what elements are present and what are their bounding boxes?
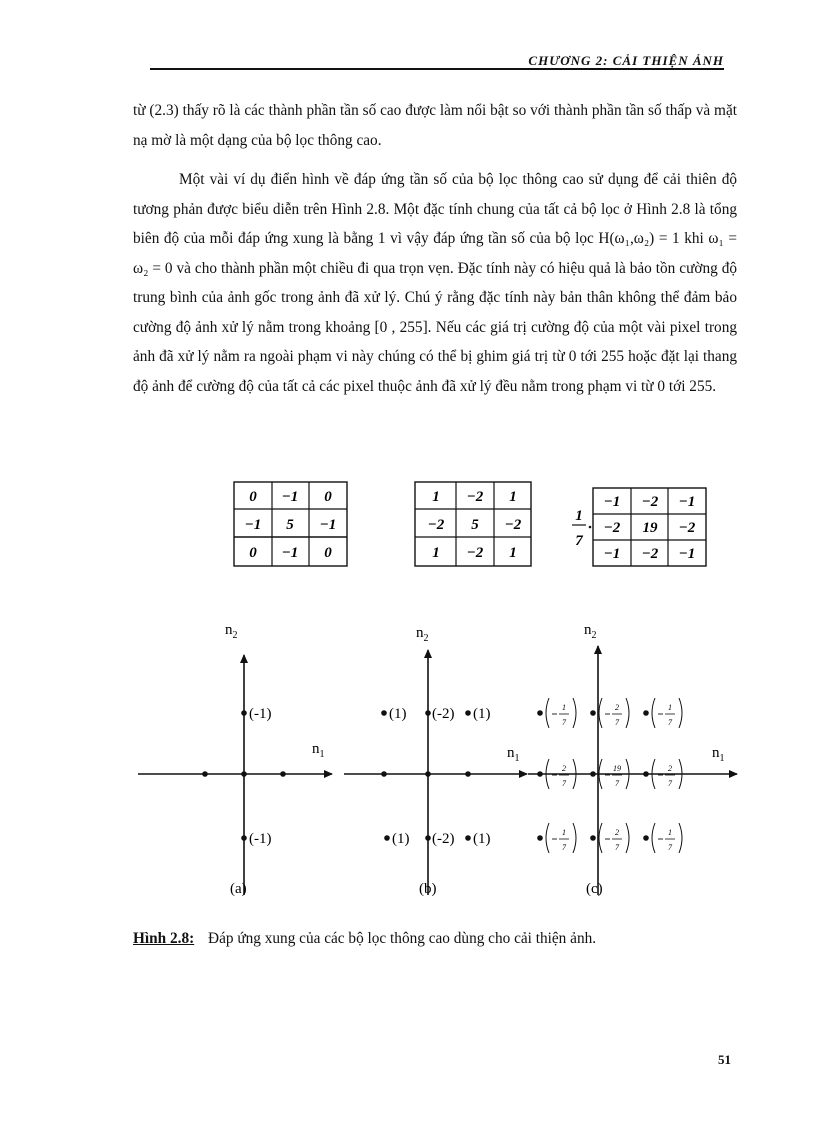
matrix-c-cell: −1 bbox=[603, 494, 621, 510]
fraction-denominator: 7 bbox=[615, 718, 619, 727]
plot-a-label: (a) bbox=[230, 881, 247, 897]
svg-text:n2 bbox=[416, 625, 429, 644]
paren-right bbox=[679, 823, 682, 853]
svg-text:n2 bbox=[225, 622, 238, 641]
impulse-value: (-2) bbox=[432, 706, 455, 722]
paren-left bbox=[546, 698, 549, 728]
impulse-value: (1) bbox=[389, 706, 407, 722]
impulse-point bbox=[425, 835, 431, 841]
impulse-point bbox=[425, 710, 431, 716]
impulse-point bbox=[384, 835, 390, 841]
plot-a-n2-sub: 2 bbox=[232, 630, 238, 641]
impulse-point bbox=[537, 771, 543, 777]
matrix-c-cell: −2 bbox=[603, 520, 621, 536]
impulse-value: (1) bbox=[473, 706, 491, 722]
plot-a-n1-label: n bbox=[312, 741, 320, 757]
svg-text:n1 bbox=[507, 745, 520, 764]
matrix-a-cell: 0 bbox=[324, 489, 332, 505]
plot-b-n1-sub: 1 bbox=[514, 753, 520, 764]
plot-a-n2-label: n bbox=[225, 622, 233, 638]
impulse-value: (-1) bbox=[249, 706, 272, 722]
paren-left bbox=[546, 823, 549, 853]
matrix-b-cell: 5 bbox=[471, 517, 479, 533]
impulse-point bbox=[590, 835, 596, 841]
matrix-b-cell: 1 bbox=[509, 489, 517, 505]
plot-b-n2-sub: 2 bbox=[423, 633, 429, 644]
paren-right bbox=[626, 823, 629, 853]
paren-right bbox=[679, 698, 682, 728]
fraction-numerator: 1 bbox=[668, 828, 672, 837]
fraction-numerator: 1 bbox=[562, 703, 566, 712]
impulse-point bbox=[241, 710, 247, 716]
plot-b-n2-label: n bbox=[416, 625, 424, 641]
matrix-c-prefix-num: 1 bbox=[575, 508, 583, 524]
fraction-denominator: 7 bbox=[615, 843, 619, 852]
plot-a bbox=[138, 622, 332, 897]
paragraph-2: Một vài ví dụ điển hình về đáp ứng tần số của bộ lọc thông cao sử dụng để cải thiên độ tương phản được biểu diễn trên Hình 2.8. Một đặc tính chung của tất cả bộ lọc ở Hình 2.8 là tổng biên độ của mỗi đáp ứng xung là bằng 1 vì vậy đáp ứng tần số của bộ lọc H(ω₁,ω₂) = 1 khi ω₁ = ω₂ = 0 và cho thành phần một chiều đi qua trọn vẹn. Đặc tính này có hiệu quả là bảo tồn cường độ trung bình của ảnh gốc trong ảnh đã xử lý. Chú ý rằng đặc tính này bản thân không thể đảm bảo cường độ ảnh xử lý nằm trong khoảng [0 , 255]. Nếu các giá trị cường độ của một vài pixel trong ảnh đã xử lý nằm ra ngoài phạm vi này chúng có thể bị ghim giá trị từ 0 tới 255 hoặc đặt lại thang độ ảnh để cường độ của tất cả các pixel thuộc ảnh đã xử lý đều nằm trong phạm vi từ 0 tới 255. bbox=[133, 171, 737, 395]
matrix-a-cell: 5 bbox=[286, 517, 294, 533]
plot-b-label: (b) bbox=[419, 881, 437, 897]
matrix-b bbox=[415, 482, 531, 566]
paren-right bbox=[573, 698, 576, 728]
matrix-b-cell: −2 bbox=[427, 517, 445, 533]
page-number: 51 bbox=[718, 1052, 731, 1067]
matrix-c-cell: −2 bbox=[641, 494, 659, 510]
paren-left bbox=[652, 823, 655, 853]
svg-text:n1 bbox=[312, 741, 325, 760]
impulse-point bbox=[643, 710, 649, 716]
plot-c-n1-label: n bbox=[712, 745, 720, 761]
impulse-value: (-1) bbox=[249, 831, 272, 847]
plot-a-n1-sub: 1 bbox=[319, 749, 325, 760]
impulse-point bbox=[202, 771, 208, 777]
caption-text: Đáp ứng xung của các bộ lọc thông cao dùng cho cải thiện ảnh. bbox=[208, 930, 597, 947]
impulse-point bbox=[465, 710, 471, 716]
impulse-point bbox=[537, 835, 543, 841]
figure-caption bbox=[133, 930, 596, 948]
matrix-c-cell: −2 bbox=[678, 520, 696, 536]
matrix-c-cell: −1 bbox=[678, 494, 696, 510]
matrix-a-cell: −1 bbox=[281, 545, 299, 561]
paren-right bbox=[626, 698, 629, 728]
impulse-point bbox=[643, 835, 649, 841]
fraction-numerator: 2 bbox=[615, 828, 619, 837]
fraction-numerator: 2 bbox=[562, 764, 566, 773]
caption-label: Hình 2.8: bbox=[133, 930, 195, 947]
matrix-b-cell: 1 bbox=[432, 489, 440, 505]
matrix-a-cell: 0 bbox=[324, 545, 332, 561]
matrix-b-cell: 1 bbox=[509, 545, 517, 561]
impulse-point bbox=[465, 771, 471, 777]
impulse-value: (1) bbox=[473, 831, 491, 847]
impulse-point bbox=[280, 771, 286, 777]
impulse-value: (1) bbox=[392, 831, 410, 847]
impulse-point bbox=[643, 771, 649, 777]
matrix-a-cell: −1 bbox=[281, 489, 299, 505]
matrix-c-cell: −2 bbox=[641, 546, 659, 562]
impulse-value: (-2) bbox=[432, 831, 455, 847]
paren-left bbox=[599, 698, 602, 728]
matrix-a-cell: −1 bbox=[244, 517, 262, 533]
matrix-b-cell: −2 bbox=[466, 545, 484, 561]
fraction-numerator: 2 bbox=[668, 764, 672, 773]
matrix-a bbox=[234, 482, 347, 566]
plot-c-label: (c) bbox=[586, 881, 603, 897]
matrix-c-cell: −1 bbox=[603, 546, 621, 562]
matrix-c-prefix-den: 7 bbox=[575, 533, 583, 549]
fraction-numerator: 2 bbox=[615, 703, 619, 712]
fraction-denominator: 7 bbox=[668, 718, 672, 727]
matrix-c-cell: −1 bbox=[678, 546, 696, 562]
impulse-point bbox=[241, 771, 247, 777]
matrix-c-cell: 19 bbox=[642, 520, 658, 536]
paren-left bbox=[652, 698, 655, 728]
impulse-point bbox=[465, 835, 471, 841]
impulse-point bbox=[590, 771, 596, 777]
paren-left bbox=[599, 823, 602, 853]
svg-text:n1 bbox=[712, 745, 725, 764]
fraction-denominator: 7 bbox=[562, 779, 566, 788]
fraction-numerator: 19 bbox=[613, 764, 621, 773]
impulse-point bbox=[425, 771, 431, 777]
fraction-denominator: 7 bbox=[668, 779, 672, 788]
plot-c-n2-label: n bbox=[584, 622, 592, 638]
matrix-a-cell: 0 bbox=[249, 545, 257, 561]
impulse-point bbox=[241, 835, 247, 841]
plot-c-n2-sub: 2 bbox=[591, 630, 597, 641]
fraction-denominator: 7 bbox=[562, 843, 566, 852]
plot-b-n1-label: n bbox=[507, 745, 515, 761]
impulse-point bbox=[381, 710, 387, 716]
fraction-denominator: 7 bbox=[668, 843, 672, 852]
running-header: CHƯƠNG 2: CẢI THIỆN ẢNH bbox=[528, 53, 724, 68]
plot-b bbox=[344, 625, 527, 897]
fraction-denominator: 7 bbox=[562, 718, 566, 727]
matrix-c bbox=[572, 488, 706, 566]
fraction-numerator: 1 bbox=[668, 703, 672, 712]
fraction-denominator: 7 bbox=[615, 779, 619, 788]
matrix-a-cell: 0 bbox=[249, 489, 257, 505]
matrix-b-cell: −2 bbox=[466, 489, 484, 505]
plot-c-n1-sub: 1 bbox=[719, 753, 725, 764]
paren-right bbox=[573, 823, 576, 853]
plot-c bbox=[528, 622, 737, 897]
matrix-a-cell: −1 bbox=[319, 517, 337, 533]
fraction-numerator: 1 bbox=[562, 828, 566, 837]
impulse-point bbox=[537, 710, 543, 716]
matrix-b-cell: −2 bbox=[504, 517, 522, 533]
matrix-b-cell: 1 bbox=[432, 545, 440, 561]
paragraph-1: từ (2.3) thấy rõ là các thành phần tần số cao được làm nổi bật so với thành phần tần số thấp và mặt nạ mờ là một dạng của bộ lọc thông cao. bbox=[133, 102, 737, 149]
impulse-point bbox=[381, 771, 387, 777]
svg-text:n2 bbox=[584, 622, 597, 641]
impulse-point bbox=[590, 710, 596, 716]
